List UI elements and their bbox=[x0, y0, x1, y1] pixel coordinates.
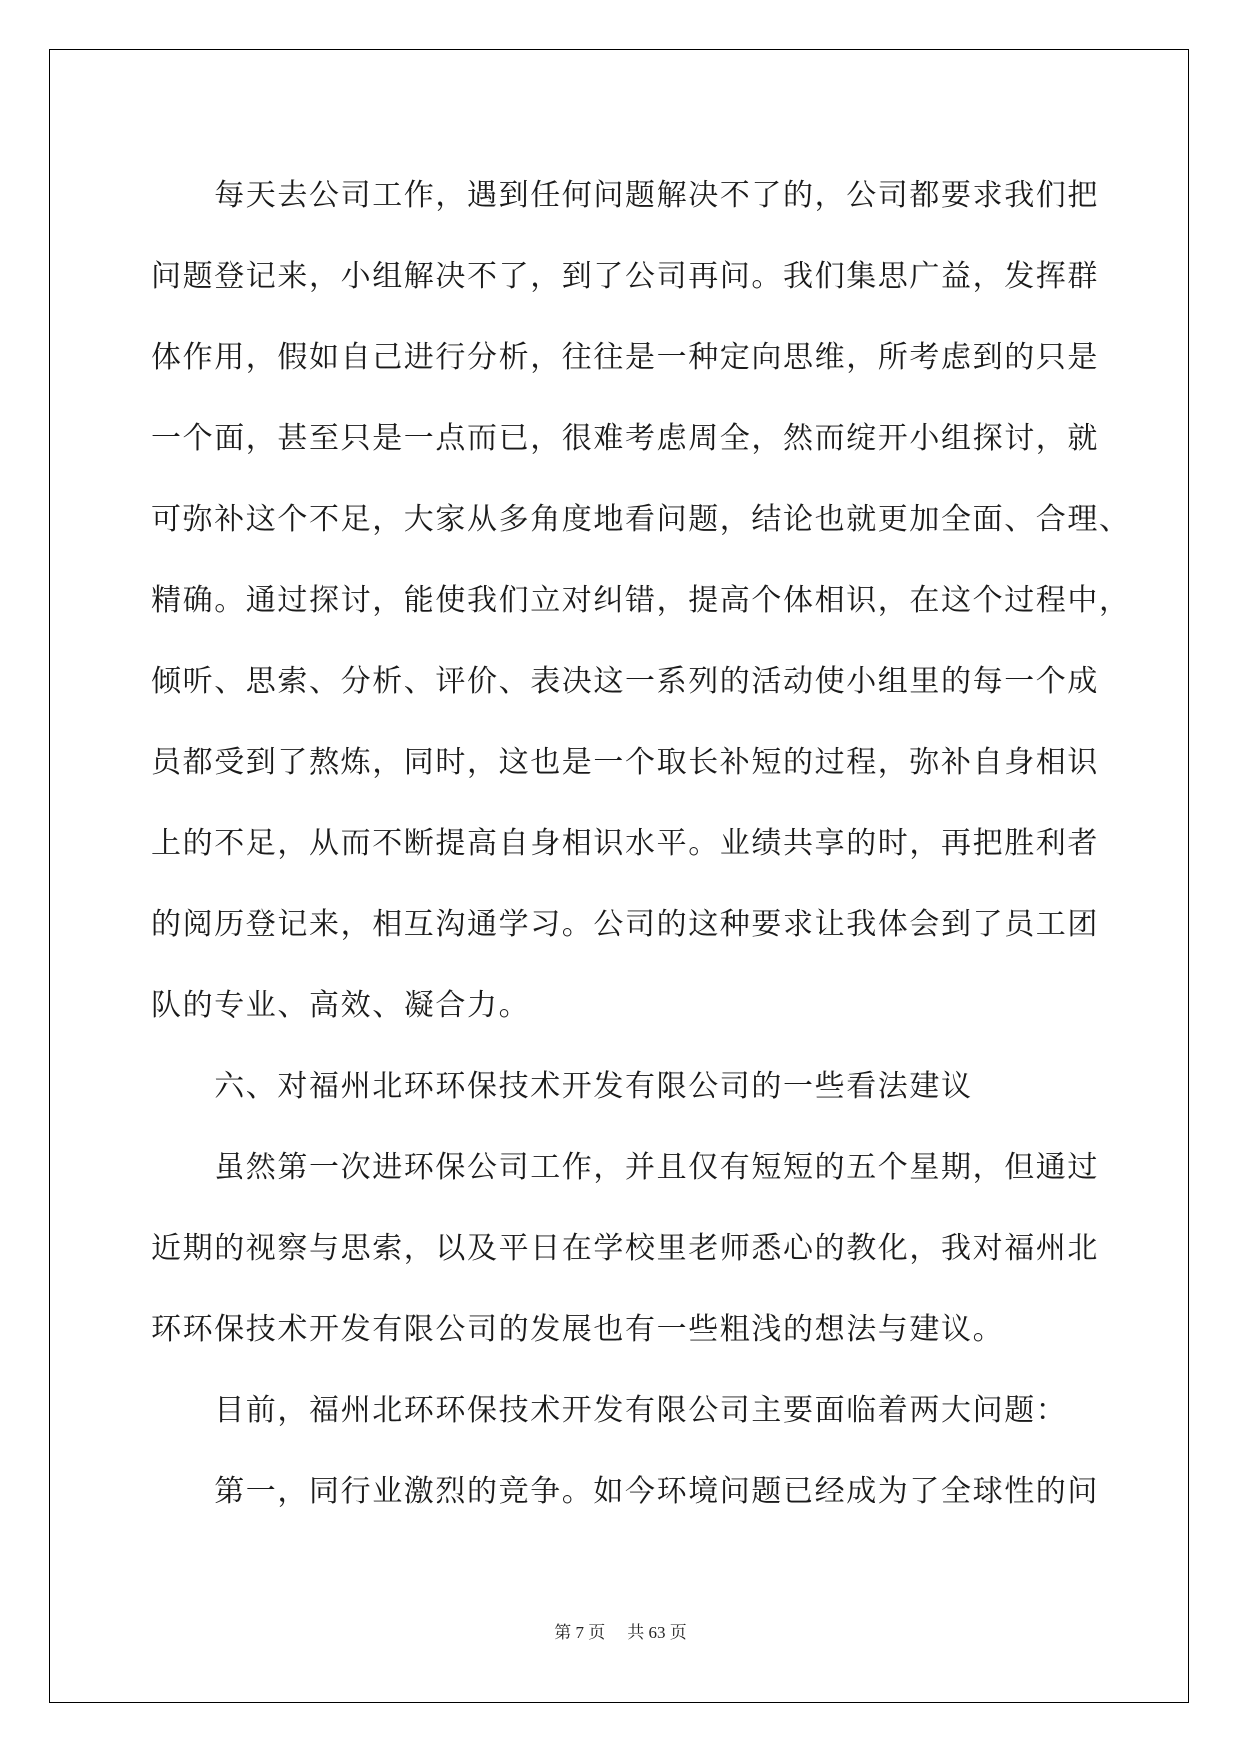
text-line: 第一，同行业激烈的竞争。如今环境问题已经成为了全球性的问 bbox=[151, 1474, 1099, 1509]
text-line: 每天去公司工作，遇到任何问题解决不了的，公司都要求我们把 bbox=[151, 178, 1099, 213]
text-line: 体作用，假如自己进行分析，往往是一种定向思维，所考虑到的只是 bbox=[151, 340, 1099, 375]
page-number: 第 7 页 bbox=[554, 1623, 606, 1642]
text-line: 虽然第一次进环保公司工作，并且仅有短短的五个星期，但通过 bbox=[151, 1150, 1099, 1185]
text-line: 上的不足，从而不断提高自身相识水平。业绩共享的时，再把胜利者 bbox=[151, 826, 1099, 861]
text-line: 的阅历登记来，相互沟通学习。公司的这种要求让我体会到了员工团 bbox=[151, 907, 1099, 942]
section-heading: 六、对福州北环环保技术开发有限公司的一些看法建议 bbox=[151, 1069, 973, 1104]
text-line: 可弥补这个不足，大家从多角度地看问题，结论也就更加全面、合理、 bbox=[151, 502, 1131, 537]
document-body bbox=[151, 155, 1131, 1532]
text-line: 环环保技术开发有限公司的发展也有一些粗浅的想法与建议。 bbox=[151, 1312, 1005, 1347]
page-total: 共 63 页 bbox=[627, 1623, 687, 1642]
text-line: 精确。通过探讨，能使我们立对纠错，提高个体相识，在这个过程中， bbox=[151, 583, 1131, 618]
page-footer bbox=[0, 1618, 1241, 1643]
text-line: 目前，福州北环环保技术开发有限公司主要面临着两大问题： bbox=[151, 1393, 1068, 1428]
text-line: 近期的视察与思索，以及平日在学校里老师悉心的教化，我对福州北 bbox=[151, 1231, 1099, 1266]
text-line: 一个面，甚至只是一点而已，很难考虑周全，然而绽开小组探讨，就 bbox=[151, 421, 1099, 456]
text-line: 倾听、思索、分析、评价、表决这一系列的活动使小组里的每一个成 bbox=[151, 664, 1099, 699]
text-line: 队的专业、高效、凝合力。 bbox=[151, 988, 531, 1023]
text-line: 员都受到了熬炼，同时，这也是一个取长补短的过程，弥补自身相识 bbox=[151, 745, 1099, 780]
text-line: 问题登记来，小组解决不了，到了公司再问。我们集思广益，发挥群 bbox=[151, 259, 1099, 294]
